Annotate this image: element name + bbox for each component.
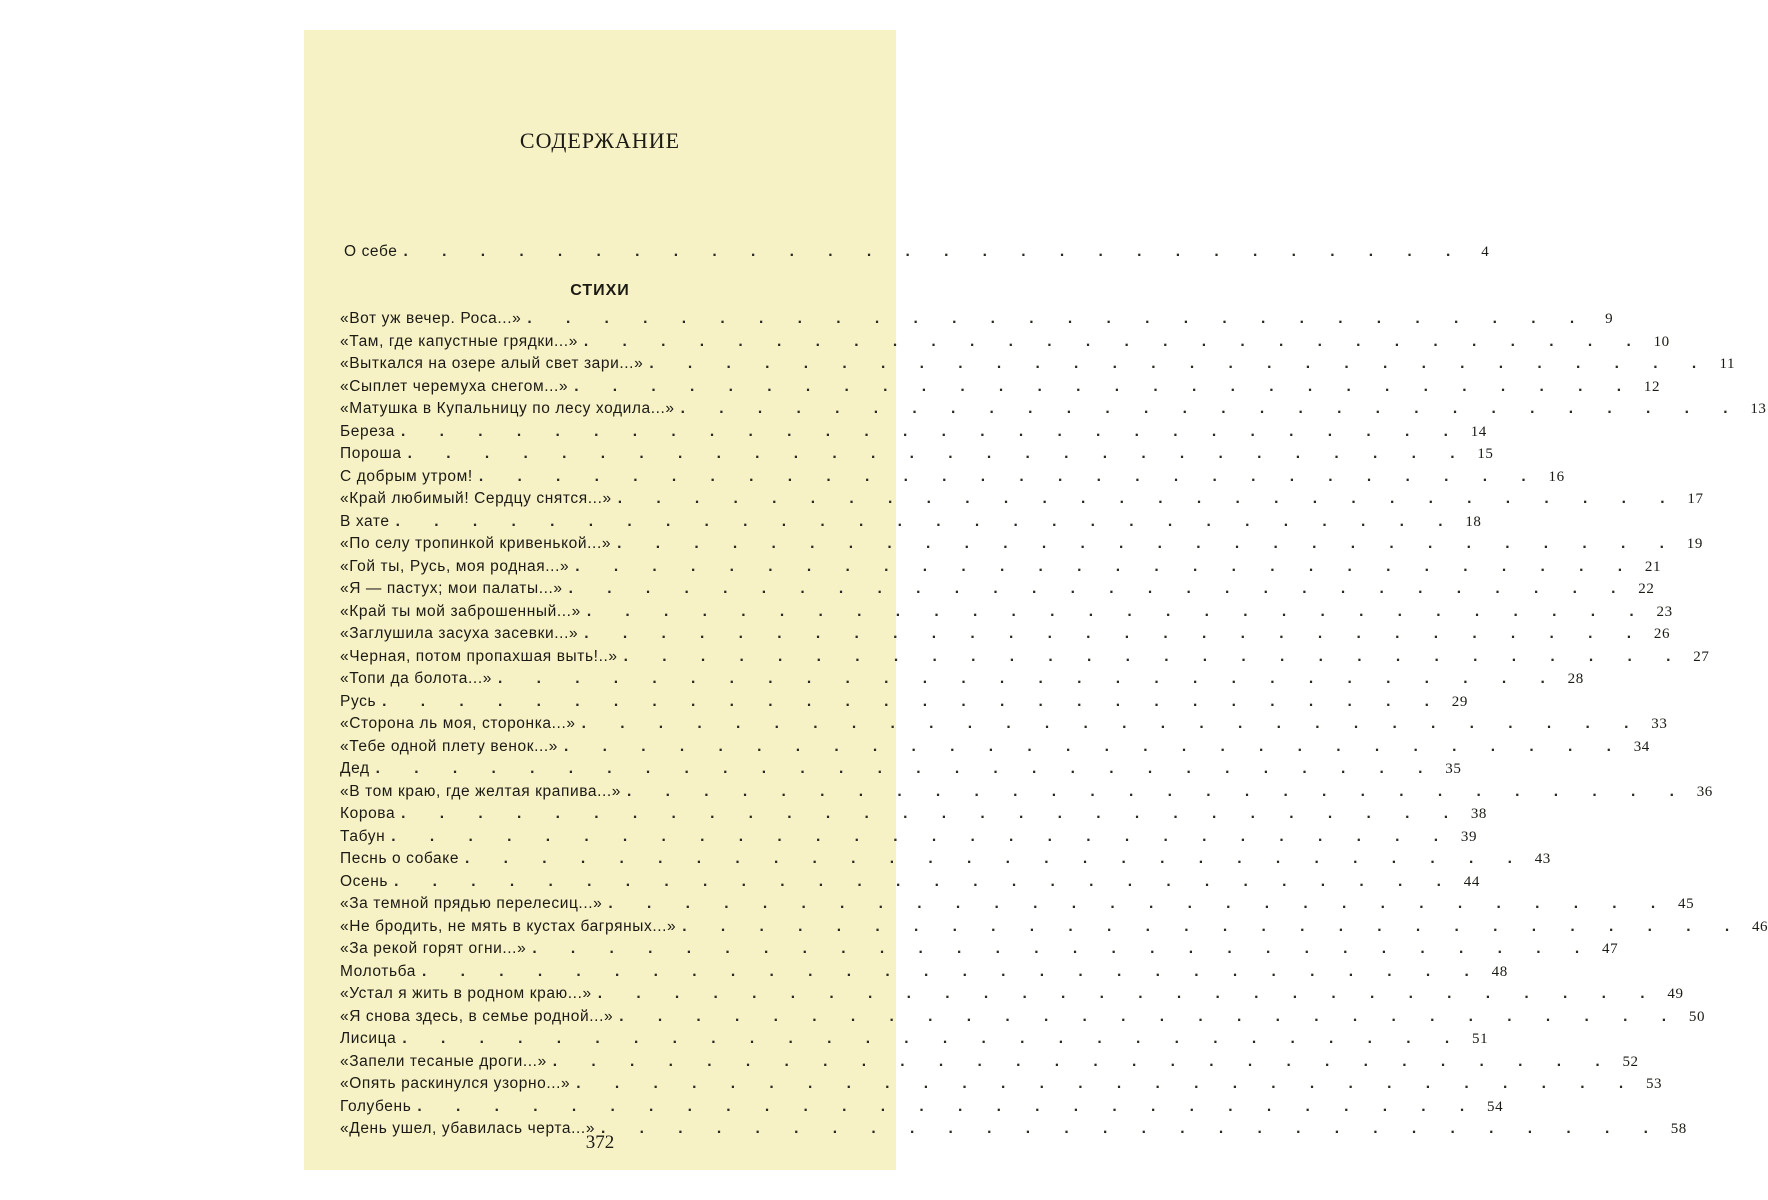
toc-leader-dots: . . . . . . . . . . . . . . . . . . . . . . . . . . . . (497, 670, 1560, 687)
toc-leader-dots: . . . . . . . . . . . . . . . . . . . . . . . . . . . . (403, 243, 1466, 260)
toc-entry-page: 21 (1644, 558, 1662, 575)
toc-entry-title: «Черная, потом пропахшая выть!..» (340, 647, 618, 665)
toc-entry-title: Лисица (340, 1030, 397, 1047)
toc-entry (340, 332, 1670, 356)
toc-entry-title: «Гой ты, Русь, моя родная...» (340, 557, 570, 575)
toc-entry-page: 52 (1622, 1053, 1639, 1070)
toc-entry-page: 53 (1645, 1076, 1663, 1092)
toc-entry (340, 1075, 1663, 1098)
toc-entry-page: 36 (1696, 783, 1713, 800)
toc-entry-title: Молотьба (340, 962, 416, 980)
toc-entry-title: «Я снова здесь, в семье родной...» (340, 1007, 614, 1025)
toc-entry-page: 4 (1481, 244, 1490, 260)
toc-entry (340, 940, 1619, 963)
toc-leader-dots: . . . . . . . . . . . . . . . . . . . . . . . . . . . . (568, 580, 1631, 597)
toc-leader-dots: . . . . . . . . . . . . . . . . . . . . . . . . . . . . (601, 1120, 1663, 1137)
toc-entry-title: «Тебе одной плету венок...» (340, 737, 559, 755)
toc-entry-title: «Вот уж вечер. Роса...» (340, 310, 522, 327)
toc-leader-dots: . . . . . . . . . . . . . . . . . . . . . . . . . . . . (465, 850, 1527, 867)
toc-entry-title: «Сыплет черемуха снегом...» (340, 377, 569, 395)
toc-leader-dots: . . . . . . . . . . . . . . . . . . . . . . . . . . . . (617, 490, 1680, 507)
toc-entry-page: 33 (1651, 716, 1668, 732)
toc-entry-title: Табун (340, 827, 386, 845)
toc-entry-title: «Выткался на озере алый свет зари...» (340, 355, 644, 372)
toc-entry (340, 422, 1487, 446)
toc-leader-dots: . . . . . . . . . . . . . . . . . . . . . . . . . . . . (552, 1052, 1615, 1070)
toc-entry-title: «Запели тесаные дроги...» (340, 1052, 547, 1070)
toc-entry (340, 377, 1661, 401)
toc-list (340, 310, 1768, 1143)
toc-leader-dots: . . . . . . . . . . . . . . . . . . . . . . . . . . . . (391, 827, 1454, 845)
toc-entry-page: 14 (1470, 423, 1487, 440)
toc-entry-title: «За рекой горят огни...» (340, 940, 527, 957)
toc-entry-title: «Край ты мой заброшенный...» (340, 602, 581, 620)
toc-entry-title: «За темной прядью перелесиц...» (340, 895, 603, 912)
toc-leader-dots: . . . . . . . . . . . . . . . . . . . . . . . . . . . . (680, 400, 1743, 417)
toc-entry-title: Голубень (340, 1097, 412, 1115)
toc-leader-dots: . . . . . . . . . . . . . . . . . . . . . . . . . . . . (627, 782, 1689, 800)
toc-entry (340, 917, 1768, 941)
toc-entry (340, 400, 1767, 423)
section-heading: СТИХИ (570, 282, 630, 299)
toc-entry-page: 45 (1678, 896, 1695, 912)
toc-entry (340, 580, 1655, 603)
toc-entry-title: Корова (340, 805, 396, 822)
toc-entry (340, 827, 1478, 851)
toc-entry (340, 355, 1736, 378)
toc-entry-page: 34 (1633, 738, 1650, 755)
toc-entry (340, 962, 1508, 986)
toc-entry (340, 895, 1695, 918)
toc-entry (340, 467, 1565, 491)
toc-leader-dots: . . . . . . . . . . . . . . . . . . . . . . . . . . . . (583, 332, 1646, 350)
toc-entry (340, 737, 1650, 761)
toc-entry (340, 625, 1671, 648)
toc-entry-page: 35 (1445, 761, 1462, 777)
toc-leader-dots: . . . . . . . . . . . . . . . . . . . . . . . . . . . . (407, 445, 1470, 462)
toc-entry (340, 692, 1468, 716)
toc-entry-about (344, 243, 1490, 266)
toc-leader-dots: . . . . . . . . . . . . . . . . . . . . . . . . . . . . (608, 895, 1671, 912)
toc-leader-dots: . . . . . . . . . . . . . . . . . . . . . . . . . . . . (584, 625, 1647, 642)
toc-entry-title: В хате (340, 512, 390, 530)
toc-entry-page: 54 (1487, 1098, 1504, 1115)
toc-leader-dots: . . . . . . . . . . . . . . . . . . . . . . . . . . . . (417, 1097, 1480, 1115)
toc-entry-page: 48 (1491, 963, 1508, 980)
toc-entry-page: 44 (1463, 873, 1480, 890)
toc-entry-title: «Матушка в Купальницу по лесу ходила...» (340, 400, 675, 417)
toc-entry-title: «Не бродить, не мять в кустах багряных...» (340, 917, 677, 935)
toc-entry-page: 51 (1472, 1031, 1489, 1047)
toc-entry-title: «Сторона ль моя, сторонка...» (340, 715, 576, 732)
toc-leader-dots: . . . . . . . . . . . . . . . . . . . . . . . . . . . . (682, 917, 1745, 935)
toc-entry-title: «По селу тропинкой кривенькой...» (340, 535, 612, 552)
toc-leader-dots: . . . . . . . . . . . . . . . . . . . . . . . . . . . . (619, 1007, 1682, 1025)
toc-entry (340, 715, 1668, 738)
toc-entry-page: 26 (1653, 626, 1671, 642)
toc-leader-dots: . . . . . . . . . . . . . . . . . . . . . . . . . . . . (401, 422, 1463, 440)
toc-entry-title: Осень (340, 872, 389, 890)
toc-entry (340, 557, 1662, 581)
toc-entry (340, 647, 1710, 671)
toc-entry (340, 850, 1551, 873)
toc-leader-dots: . . . . . . . . . . . . . . . . . . . . . . . . . . . . (649, 355, 1712, 372)
toc-entry-page: 13 (1750, 401, 1767, 417)
toc-entry-page: 43 (1534, 851, 1551, 867)
toc-entry-title: «День ушел, убавилась черта...» (340, 1120, 596, 1137)
toc-leader-dots: . . . . . . . . . . . . . . . . . . . . . . . . . . . . (421, 962, 1484, 980)
toc-entry-page: 10 (1653, 333, 1670, 350)
toc-entry (340, 760, 1462, 783)
toc-entry-page: 27 (1693, 648, 1710, 665)
toc-leader-dots: . . . . . . . . . . . . . . . . . . . . . . . . . . . . (617, 535, 1679, 552)
toc-entry (340, 1052, 1639, 1076)
toc-entry (340, 805, 1488, 828)
page-title: СОДЕРЖАНИЕ (519, 128, 681, 153)
toc-entry-title: Песнь о собаке (340, 850, 460, 867)
toc-entry-title: «Топи да болота...» (340, 670, 492, 687)
toc-entry-page: 17 (1687, 491, 1704, 507)
toc-entry (340, 445, 1494, 468)
toc-leader-dots: . . . . . . . . . . . . . . . . . . . . . . . . . . . . (375, 760, 1438, 777)
toc-entry-page: 38 (1470, 806, 1488, 822)
toc-entry-title: Пороша (340, 445, 402, 462)
toc-entry-page: 58 (1670, 1121, 1687, 1137)
toc-entry-title: Дед (340, 760, 370, 777)
toc-entry-page: 12 (1643, 378, 1661, 395)
toc-entry-title: «Я — пастух; мои палаты...» (340, 580, 563, 597)
toc-leader-dots: . . . . . . . . . . . . . . . . . . . . . . . . . . . . (586, 602, 1649, 620)
toc-leader-dots: . . . . . . . . . . . . . . . . . . . . . . . . . . . . (574, 377, 1637, 395)
page-number: 372 (585, 1132, 615, 1153)
toc-entry-page: 47 (1601, 941, 1619, 957)
toc-entry (340, 490, 1704, 513)
toc-leader-dots: . . . . . . . . . . . . . . . . . . . . . . . . . . . . (382, 692, 1444, 710)
book-page (304, 30, 1768, 1170)
toc-leader-dots: . . . . . . . . . . . . . . . . . . . . . . . . . . . . (576, 1075, 1639, 1092)
about-entry (344, 243, 1490, 266)
toc-entry (340, 985, 1684, 1008)
toc-leader-dots: . . . . . . . . . . . . . . . . . . . . . . . . . . . . (597, 985, 1660, 1002)
toc-entry-page: 46 (1751, 918, 1768, 935)
toc-leader-dots: . . . . . . . . . . . . . . . . . . . . . . . . . . . . (623, 647, 1686, 665)
toc-entry-title: «В том краю, где желтая крапива...» (340, 782, 622, 800)
toc-entry-page: 15 (1477, 446, 1494, 462)
toc-entry-page: 18 (1465, 513, 1482, 530)
toc-entry (340, 1097, 1504, 1121)
toc-entry-title: С добрым утром! (340, 467, 473, 485)
toc-entry-page: 50 (1688, 1008, 1706, 1025)
toc-leader-dots: . . . . . . . . . . . . . . . . . . . . . . . . . . . . (581, 715, 1644, 732)
toc-entry (340, 872, 1480, 896)
toc-entry-title: Береза (340, 422, 396, 440)
toc-entry-page: 16 (1548, 468, 1565, 485)
toc-entry-title: «Там, где капустные грядки...» (340, 332, 578, 350)
toc-entry (340, 670, 1584, 693)
toc-entry (340, 512, 1482, 536)
toc-leader-dots: . . . . . . . . . . . . . . . . . . . . . . . . . . . . (402, 1030, 1465, 1047)
toc-entry-page: 39 (1460, 828, 1478, 845)
toc-entry-title: О себе (344, 243, 398, 260)
toc-entry-title: «Опять раскинулся узорно...» (340, 1075, 571, 1092)
toc-entry-page: 9 (1605, 311, 1614, 327)
toc-entry-page: 22 (1638, 581, 1655, 597)
toc-entry-page: 29 (1451, 693, 1468, 710)
toc-entry (340, 602, 1673, 626)
toc-entry-page: 28 (1567, 671, 1584, 687)
toc-leader-dots: . . . . . . . . . . . . . . . . . . . . . . . . . . . . (575, 557, 1638, 575)
toc-entry-title: «Край любимый! Сердцу снятся...» (340, 490, 612, 507)
toc-leader-dots: . . . . . . . . . . . . . . . . . . . . . . . . . . . . (478, 467, 1541, 485)
toc-leader-dots: . . . . . . . . . . . . . . . . . . . . . . . . . . . . (532, 940, 1595, 957)
toc-entry (340, 1030, 1489, 1053)
toc-entry-page: 49 (1667, 986, 1684, 1002)
toc-entry-page: 19 (1686, 536, 1703, 552)
toc-entry (340, 1007, 1706, 1031)
toc-leader-dots: . . . . . . . . . . . . . . . . . . . . . . . . . . . . (401, 805, 1464, 822)
toc-leader-dots: . . . . . . . . . . . . . . . . . . . . . . . . . . . . (394, 872, 1456, 890)
toc-entry-page: 11 (1719, 356, 1736, 372)
toc-entry (340, 782, 1713, 806)
toc-leader-dots: . . . . . . . . . . . . . . . . . . . . . . . . . . . . (564, 737, 1626, 755)
toc-entry (340, 535, 1703, 558)
toc-entry-page: 23 (1656, 603, 1673, 620)
toc-leader-dots: . . . . . . . . . . . . . . . . . . . . . . . . . . . . (395, 512, 1458, 530)
toc-entry-title: «Устал я жить в родном краю...» (340, 985, 592, 1002)
toc-entry (340, 310, 1614, 333)
toc-leader-dots: . . . . . . . . . . . . . . . . . . . . . . . . . . . . (527, 310, 1590, 327)
toc-entry-title: «Заглушила засуха засевки...» (340, 625, 579, 642)
toc-entry-title: Русь (340, 692, 377, 710)
